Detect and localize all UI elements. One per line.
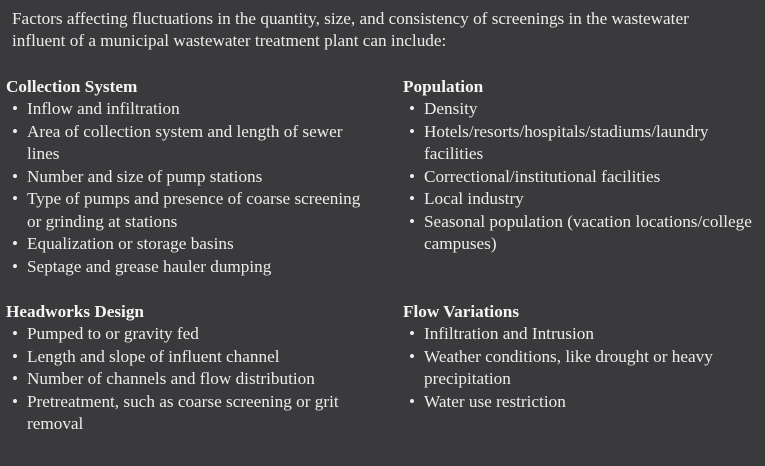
- bullet-icon: •: [12, 121, 19, 141]
- bullet-icon: •: [12, 256, 19, 276]
- list-item-text: Local industry: [424, 189, 524, 208]
- list-item: [403, 346, 761, 391]
- list-item: [6, 323, 376, 346]
- section-heading: Population: [403, 77, 484, 96]
- bullet-icon: •: [12, 99, 19, 118]
- bullet-icon: •: [409, 346, 416, 366]
- list-item: [403, 121, 761, 166]
- factor-list: [6, 98, 376, 278]
- list-item-text: Length and slope of influent channel: [27, 346, 280, 366]
- list-item-text: Infiltration and Intrusion: [424, 324, 594, 343]
- section-heading: Collection System: [6, 77, 138, 96]
- list-item-text: Correctional/institutional facilities: [424, 166, 661, 186]
- list-item-text: Pretreatment, such as coarse screening or grit removal: [27, 391, 339, 433]
- list-item-text: Number and size of pump stations: [27, 166, 263, 186]
- list-item: [6, 121, 376, 166]
- bullet-icon: •: [409, 211, 416, 231]
- factor-list: [6, 323, 376, 436]
- list-item: [6, 346, 376, 369]
- list-item-text: Equalization or storage basins: [27, 234, 234, 253]
- bullet-icon: •: [409, 99, 416, 118]
- list-item: [6, 233, 376, 256]
- list-item: [403, 391, 761, 414]
- list-item: [6, 166, 376, 189]
- bullet-icon: •: [409, 324, 416, 343]
- list-item-text: Inflow and infiltration: [27, 99, 180, 118]
- factor-list: [403, 98, 761, 256]
- list-item-text: Number of channels and flow distribution: [27, 369, 315, 388]
- list-item: [6, 188, 376, 233]
- list-item-text: Septage and grease hauler dumping: [27, 256, 272, 276]
- list-item-text: Pumped to or gravity fed: [27, 324, 199, 343]
- bullet-icon: •: [12, 189, 19, 208]
- section-heading: Flow Variations: [403, 302, 520, 321]
- list-item: [403, 98, 761, 121]
- bullet-icon: •: [409, 391, 416, 411]
- bullet-icon: •: [12, 166, 19, 186]
- bullet-icon: •: [409, 121, 416, 141]
- section-collection-system: [6, 76, 376, 278]
- list-item-text: Hotels/resorts/hospitals/stadiums/laundry facilities: [424, 121, 709, 163]
- list-item-text: Seasonal population (vacation locations/college campuses): [424, 211, 752, 253]
- factor-list: [403, 323, 761, 413]
- list-item: [6, 256, 376, 279]
- intro-text: Factors affecting fluctuations in the quantity, size, and consistency of screenings in the wastewater influent of a municipal wastewater treatment plant can include:: [12, 9, 689, 50]
- section-headworks-design: [6, 301, 376, 436]
- list-item-text: Weather conditions, like drought or heavy precipitation: [424, 346, 713, 388]
- list-item-text: Water use restriction: [424, 391, 566, 411]
- section-heading: Headworks Design: [6, 302, 144, 321]
- list-item: [6, 98, 376, 121]
- list-item: [403, 211, 761, 256]
- list-item: [403, 323, 761, 346]
- bullet-icon: •: [12, 346, 19, 366]
- list-item-text: Density: [424, 99, 478, 118]
- factor-sections: [6, 76, 761, 466]
- list-item: [403, 188, 761, 211]
- bullet-icon: •: [12, 391, 19, 411]
- list-item: [6, 391, 376, 436]
- list-item-text: Area of collection system and length of sewer lines: [27, 121, 343, 163]
- list-item-text: Type of pumps and presence of coarse screening or grinding at stations: [27, 189, 361, 231]
- section-population: [403, 76, 761, 256]
- bullet-icon: •: [12, 369, 19, 388]
- bullet-icon: •: [409, 189, 416, 208]
- bullet-icon: •: [12, 324, 19, 343]
- list-item: [403, 166, 761, 189]
- section-flow-variations: [403, 301, 761, 413]
- bullet-icon: •: [409, 166, 416, 186]
- list-item: [6, 368, 376, 391]
- bullet-icon: •: [12, 234, 19, 253]
